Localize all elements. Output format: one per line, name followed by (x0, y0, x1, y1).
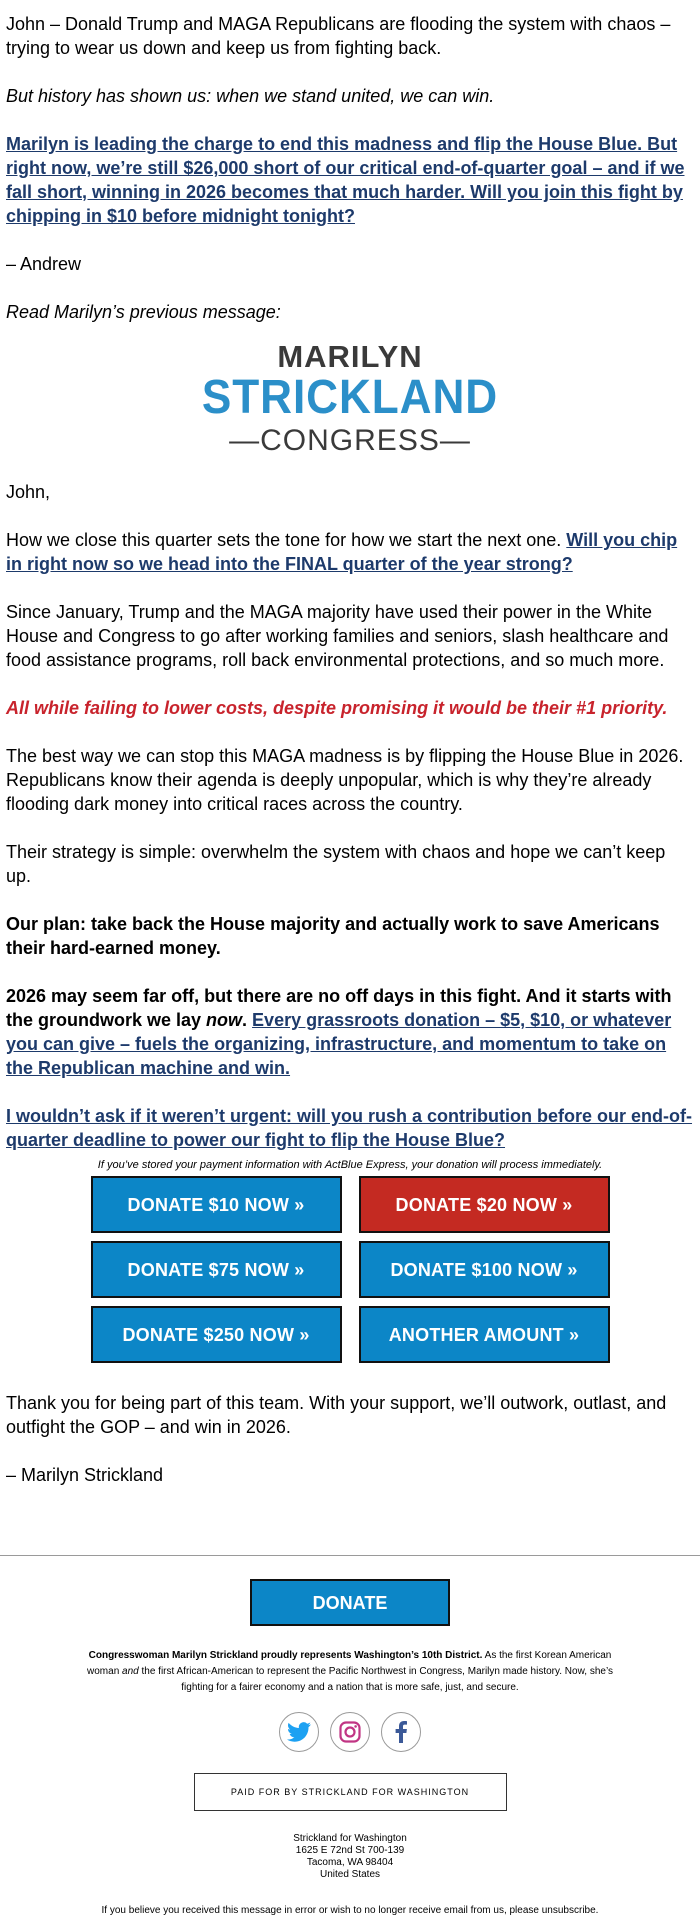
footer-blurb-a: As the first Korean American woman (87, 1650, 612, 1677)
body-paragraph-8 (6, 1104, 694, 1152)
body-paragraph-2: Since January, Trump and the MAGA majority have used their power in the White House and Congress to go after working families and seniors, slash healthcare and food assistance programs, roll back environmental protections, and so much more. (6, 602, 669, 670)
donate-250-button[interactable]: DONATE $250 NOW » (91, 1306, 342, 1363)
donate-20-button[interactable]: DONATE $20 NOW » (359, 1176, 610, 1233)
donate-100-button[interactable]: DONATE $100 NOW » (359, 1241, 610, 1298)
paragraph-7-bold-a: 2026 may seem far off, but there are no off days in this fight. And it starts with the groundwork we lay (6, 986, 672, 1030)
body-paragraph-1-text: How we close this quarter sets the tone for how we start the next one. (6, 530, 567, 550)
donate-75-button[interactable]: DONATE $75 NOW » (91, 1241, 342, 1298)
donate-10-button[interactable]: DONATE $10 NOW » (91, 1176, 342, 1233)
address-line-4: United States (319, 1869, 381, 1880)
body-paragraph-red: All while failing to lower costs, despite promising it would be their #1 priority. (6, 698, 668, 718)
closing-paragraph: Thank you for being part of this team. With your support, we’ll outwork, outlast, and outfight the GOP – and win in 2026. (6, 1393, 667, 1437)
mailing-address (0, 1833, 700, 1881)
paragraph-7-bold-b: . (242, 1010, 253, 1030)
intro-paragraph-3 (6, 132, 694, 228)
footer-donate-button[interactable]: DONATE (250, 1579, 450, 1626)
body-paragraph-plan: Our plan: take back the House majority and actually work to save Americans their hard-earned money. (6, 914, 660, 958)
intro-paragraph-1: John – Donald Trump and MAGA Republicans are flooding the system with chaos – trying to wear us down and keep us from fighting back. (6, 14, 671, 58)
donate-link-10[interactable]: Marilyn is leading the charge to end this madness and flip the House Blue. But right now, we’re still $26,000 short of our critical end-of-quarter goal – and if we fall short, winning in 2026 becomes that much harder. Will you join this fight by chipping in $10 before midnight tonight? (6, 134, 685, 226)
footer-blurb-b: the first African-American to represent the Pacific Northwest in Congress, Marilyn made history. Now, she’s fighting for a fairer economy and a nation that is more safe, just, and secure. (138, 1666, 613, 1693)
footer-divider (0, 1555, 700, 1556)
donate-button-grid (6, 1176, 694, 1363)
footer-blurb-bold: Congresswoman Marilyn Strickland proudly represents Washington’s 10th District. (88, 1650, 483, 1661)
twitter-icon[interactable] (279, 1712, 319, 1752)
logo-line-marilyn: MARILYN (277, 339, 423, 374)
marilyn-signoff: – Marilyn Strickland (6, 1465, 164, 1485)
address-line-1: Strickland for Washington (293, 1833, 407, 1844)
paid-for-box: PAID FOR BY STRICKLAND FOR WASHINGTON (194, 1773, 507, 1811)
footer-blurb-and: and (122, 1666, 139, 1677)
address-line-3: Tacoma, WA 98404 (306, 1857, 394, 1868)
logo-line-strickland: STRICKLAND (201, 371, 499, 424)
actblue-note: If you’ve stored your payment information with ActBlue Express, your donation will process immediately. (97, 1159, 603, 1171)
social-links (0, 1712, 700, 1752)
footer (0, 1579, 700, 1917)
logo-line-congress: —CONGRESS— (229, 424, 471, 457)
unsubscribe-note[interactable]: If you believe you received this message in error or wish to no longer receive email from us, please unsubscribe. (101, 1905, 599, 1916)
andrew-signoff: – Andrew (6, 254, 82, 274)
paragraph-7-now: now (206, 1010, 243, 1030)
another-amount-button[interactable]: ANOTHER AMOUNT » (359, 1306, 610, 1363)
facebook-icon[interactable] (381, 1712, 421, 1752)
body-paragraph-4: The best way we can stop this MAGA madness is by flipping the House Blue in 2026. Republicans know their agenda is deeply unpopular, which is why they’re already flooding dark money into critical races across the country. (6, 746, 684, 814)
urgent-contribution-link[interactable]: I wouldn’t ask if it weren’t urgent: will you rush a contribution before our end-of-quarter deadline to power our fight to flip the House Blue? (6, 1106, 693, 1150)
body-paragraph-5: Their strategy is simple: overwhelm the system with chaos and hope we can’t keep up. (6, 842, 666, 886)
previous-message-label: Read Marilyn’s previous message: (6, 302, 281, 322)
footer-blurb (78, 1648, 622, 1696)
body-paragraph-7 (6, 984, 694, 1080)
strickland-logo (6, 340, 694, 460)
grassroots-donation-link[interactable]: Every grassroots donation – $5, $10, or whatever you can give – fuels the organizing, infrastructure, and momentum to take on the Republican machine and win. (6, 1010, 672, 1078)
closing-section (6, 1391, 694, 1487)
address-line-2: 1625 E 72nd St 700-139 (295, 1845, 405, 1856)
greeting: John, (6, 482, 51, 502)
instagram-icon[interactable] (330, 1712, 370, 1752)
body-paragraph-1 (6, 528, 694, 576)
chip-in-link[interactable]: Will you chip in right now so we head into the FINAL quarter of the year strong? (6, 530, 678, 574)
intro-paragraph-2: But history has shown us: when we stand united, we can win. (6, 86, 495, 106)
